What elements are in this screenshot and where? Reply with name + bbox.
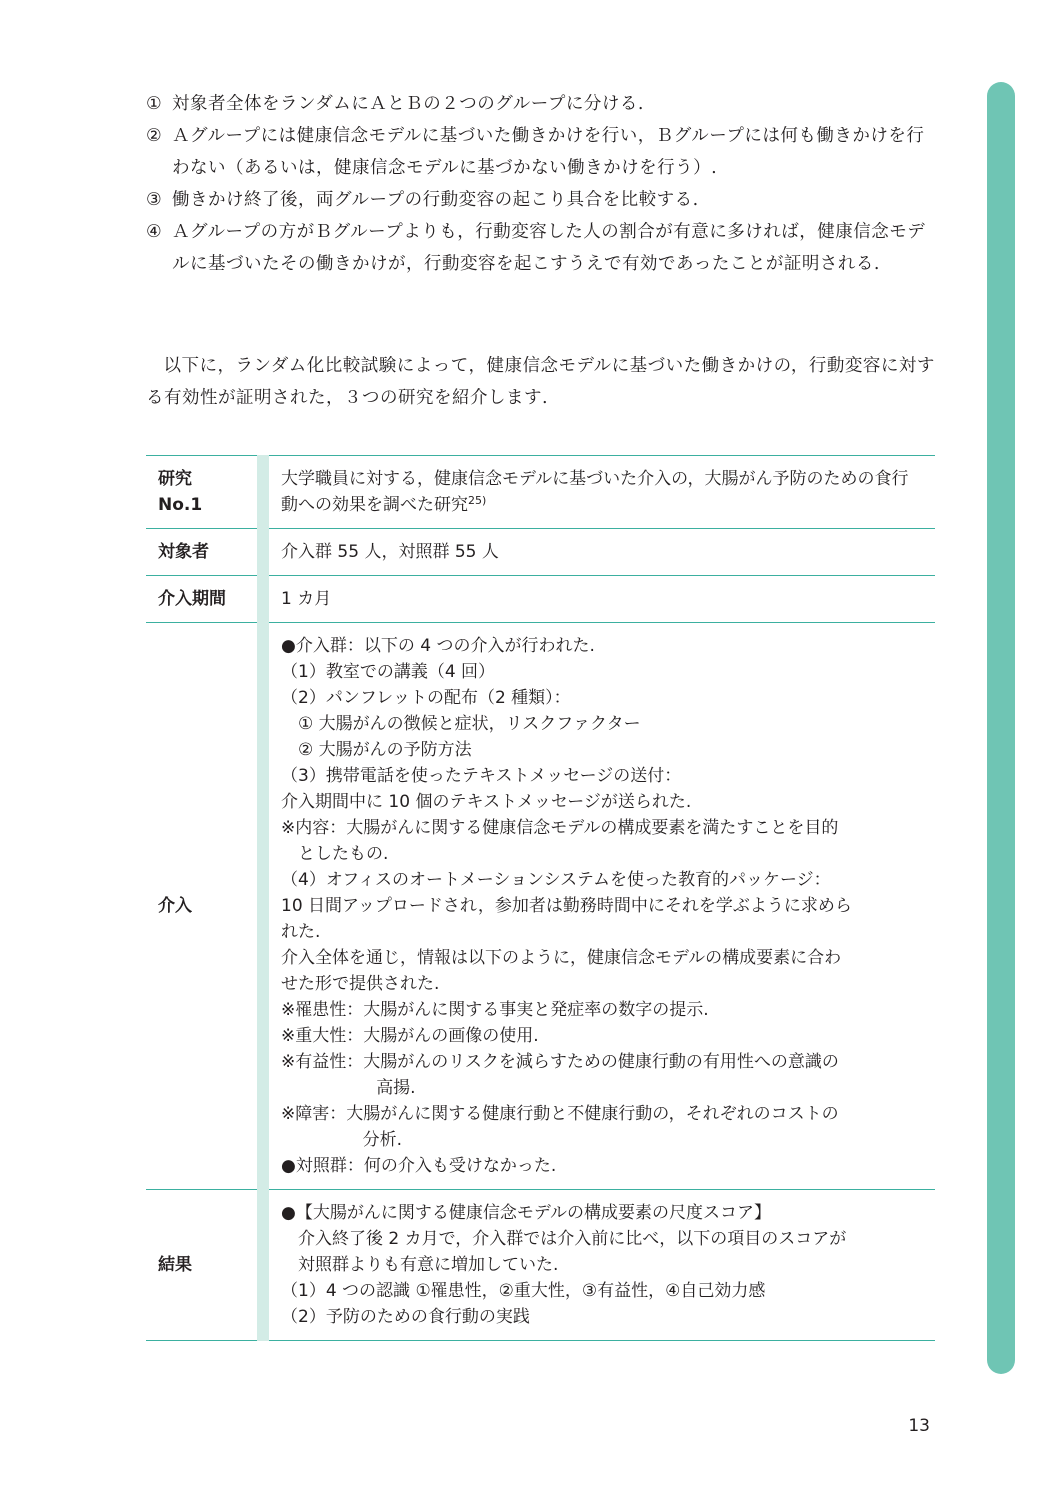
results-line: 介入終了後 2 カ月で，介入群では介入前に比べ，以下の項目のスコアが — [298, 1229, 847, 1249]
intervention-line: ●介入群：以下の 4 つの介入が行われた. — [281, 636, 595, 656]
study-title-cell — [263, 456, 935, 529]
study-title: 大学職員に対する，健康信念モデルに基づいた介入の，大腸がん予防のための食行動への効果を調べた研究 — [281, 469, 909, 515]
step-item — [146, 120, 938, 184]
intervention-line: ●対照群：何の介入も受けなかった. — [281, 1156, 557, 1176]
intervention-line: れた. — [281, 922, 321, 942]
rct-steps-list — [146, 88, 938, 280]
study-label-line: 研究 — [158, 469, 192, 489]
intervention-line: ② 大腸がんの予防方法 — [298, 740, 472, 760]
results-line: ●【大腸がんに関する健康信念モデルの構成要素の尺度スコア】 — [281, 1203, 771, 1223]
intervention-line: 高揚. — [376, 1078, 416, 1098]
results-label: 結果 — [146, 1190, 263, 1341]
intervention-line: せた形で提供された. — [281, 974, 440, 994]
period-label: 介入期間 — [146, 576, 263, 623]
page-number: 13 — [908, 1416, 930, 1436]
intervention-line: としたもの. — [298, 844, 389, 864]
results-line: （2）予防のための食行動の実践 — [281, 1307, 530, 1327]
intervention-line: （1）教室での講義（4 回） — [281, 662, 496, 682]
intervention-line: ① 大腸がんの徴候と症状，リスクファクター — [298, 714, 641, 734]
study-number: No.1 — [158, 495, 203, 515]
subjects-row — [146, 529, 935, 576]
results-row — [146, 1190, 935, 1341]
study-title-row — [146, 456, 935, 529]
step-item — [146, 216, 938, 280]
intervention-line: （3）携帯電話を使ったテキストメッセージの送付： — [281, 766, 682, 786]
reference-number: 25) — [468, 494, 487, 507]
intervention-line: 10 日間アップロードされ，参加者は勤務時間中にそれを学ぶように求めら — [281, 896, 852, 916]
period-value: 1 カ月 — [281, 589, 332, 609]
intervention-line: （4）オフィスのオートメーションシステムを使った教育的パッケージ： — [281, 870, 831, 890]
step-text: 対象者全体をランダムにＡとＢの２つのグループに分ける. — [172, 94, 644, 114]
intervention-line: 介入期間中に 10 個のテキストメッセージが送られた. — [281, 792, 692, 812]
study-label — [146, 456, 263, 529]
step-text: Ａグループの方がＢグループよりも，行動変容した人の割合が有意に多ければ，健康信念モデルに基づいたその働きかけが，行動変容を起こすうえで有効であったことが証明される. — [172, 222, 926, 274]
subjects-label: 対象者 — [146, 529, 263, 576]
intervention-line: 分析. — [362, 1130, 402, 1150]
intervention-row — [146, 623, 935, 1190]
intro-paragraph: 以下に，ランダム化比較試験によって，健康信念モデルに基づいた働きかけの，行動変容に対する有効性が証明された，３つの研究を紹介します. — [146, 356, 935, 408]
results-line: 対照群よりも有意に増加していた. — [298, 1255, 559, 1275]
results-cell — [263, 1190, 935, 1341]
intervention-line: ※障害：大腸がんに関する健康行動と不健康行動の，それぞれのコストの — [281, 1104, 839, 1124]
intervention-line: ※罹患性：大腸がんに関する事実と発症率の数字の提示. — [281, 1000, 709, 1020]
step-number: ① — [146, 94, 163, 114]
intervention-cell — [263, 623, 935, 1190]
step-number: ③ — [146, 190, 163, 210]
intervention-line: ※有益性：大腸がんのリスクを減らすための健康行動の有用性への意識の — [281, 1052, 839, 1072]
intervention-line: （2）パンフレットの配布（2 種類）： — [281, 688, 571, 708]
step-text: 働きかけ終了後，両グループの行動変容の起こり具合を比較する. — [172, 190, 699, 210]
step-item — [146, 184, 938, 216]
step-text: Ａグループには健康信念モデルに基づいた働きかけを行い，Ｂグループには何も働きかけを行わない（あるいは，健康信念モデルに基づかない働きかけを行う）. — [172, 126, 925, 178]
step-number: ② — [146, 126, 163, 146]
chapter-side-tab — [987, 82, 1015, 1374]
intervention-line: 介入全体を通じ，情報は以下のように，健康信念モデルの構成要素に合わ — [281, 948, 842, 968]
intervention-line: ※内容：大腸がんに関する健康信念モデルの構成要素を満たすことを目的 — [281, 818, 839, 838]
results-line: （1）4 つの認識 ①罹患性，②重大性，③有益性，④自己効力感 — [281, 1281, 766, 1301]
step-number: ④ — [146, 222, 163, 242]
intervention-line: ※重大性：大腸がんの画像の使用. — [281, 1026, 539, 1046]
period-row — [146, 576, 935, 623]
subjects-value: 介入群 55 人，対照群 55 人 — [281, 542, 499, 562]
step-item — [146, 88, 938, 120]
intervention-label: 介入 — [146, 623, 263, 1190]
study-table — [146, 455, 935, 1341]
